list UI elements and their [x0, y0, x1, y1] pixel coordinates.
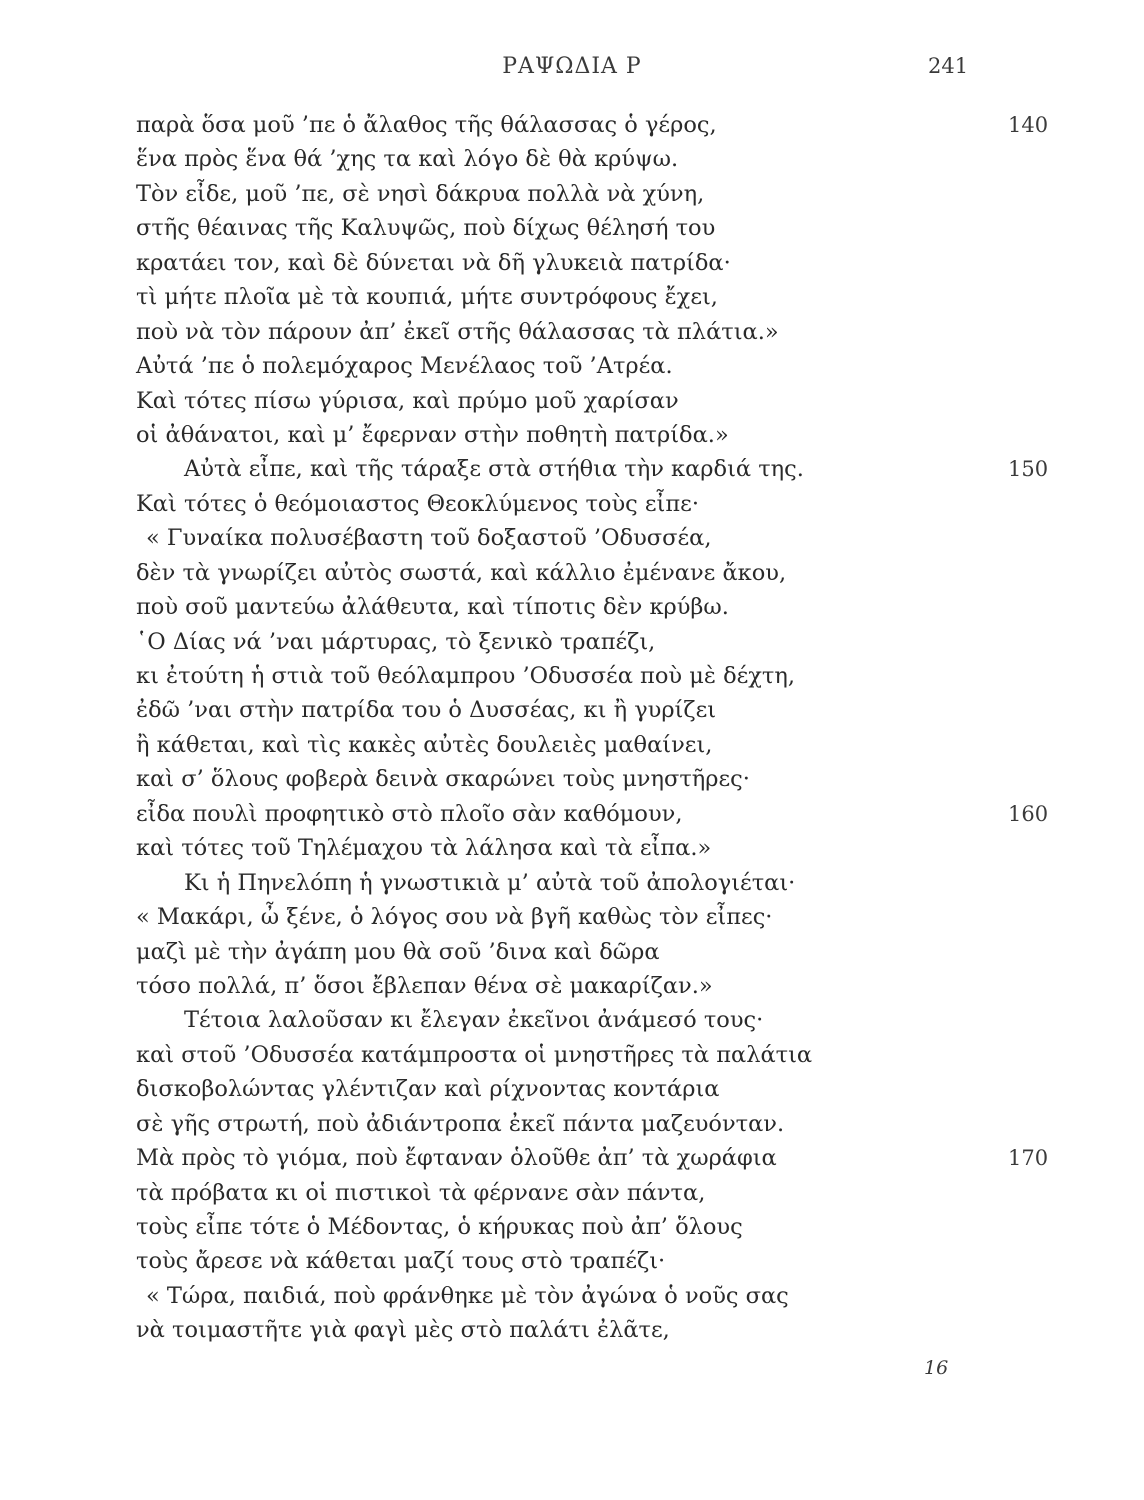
- line-number: 160: [1008, 801, 1049, 826]
- verse-line-text: Κι ἡ Πηνελόπη ἡ γνωστικιὰ μ’ αὐτὰ τοῦ ἀπολογιέται·: [184, 869, 796, 896]
- verse-line: [136, 1107, 996, 1141]
- verse-line: [136, 556, 996, 590]
- running-title: ΡΑΨΩΔΙΑ Ρ: [502, 54, 642, 79]
- line-number: 170: [1008, 1146, 1049, 1171]
- verse-line-text: καὶ σ’ ὅλους φοβερὰ δεινὰ σκαρώνει τοὺς μνηστῆρες·: [136, 766, 750, 793]
- verse-line: [136, 659, 996, 693]
- verse-line-text: Μὰ πρὸς τὸ γιόμα, ποὺ ἔφταναν ὁλοῦθε ἀπ’ τὰ χωράφια: [136, 1145, 777, 1172]
- verse-line: [136, 1313, 996, 1347]
- verse-line: [136, 487, 996, 521]
- verse-line-text: ποὺ νὰ τὸν πάρουν ἀπ’ ἐκεῖ στῆς θάλασσας τὰ πλάτια.»: [136, 318, 779, 345]
- verse-line: [136, 625, 996, 659]
- verse-line-text: τοὺς εἶπε τότε ὁ Μέδοντας, ὁ κήρυκας ποὺ ἀπ’ ὅλους: [136, 1214, 743, 1240]
- verse-line: [136, 797, 1049, 831]
- page-number: 241: [928, 54, 969, 78]
- verse-line: [136, 384, 996, 418]
- signature-mark: 16: [924, 1357, 949, 1379]
- verse-line-text: Τὸν εἶδε, μοῦ ’πε, σὲ νησὶ δάκρυα πολλὰ νὰ χύνη,: [136, 180, 705, 207]
- verse-line: [136, 1244, 996, 1278]
- verse-line: [136, 693, 996, 727]
- verse-line-text: ἕνα πρὸς ἕνα θά ’χης τα καὶ λόγο δὲ θὰ κρύψω.: [136, 146, 679, 173]
- verse-line: [136, 177, 996, 211]
- verse-line: [136, 246, 996, 280]
- verse-line-text: δὲν τὰ γνωρίζει αὐτὸς σωστά, καὶ κάλλιο ἐμένανε ἄκου,: [136, 559, 787, 586]
- verse-line-text: Αὐτά ’πε ὁ πολεμόχαρος Μενέλαος τοῦ ’Ατρέα.: [136, 353, 673, 380]
- verse-line: [136, 349, 996, 383]
- verse-line: [136, 1210, 996, 1244]
- verse-line: [136, 418, 996, 452]
- verse-line-text: οἱ ἀθάνατοι, καὶ μ’ ἔφερναν στὴν ποθητὴ πατρίδα.»: [136, 421, 729, 448]
- verse-line-text: ποὺ σοῦ μαντεύω ἀλάθευτα, καὶ τίποτις δὲν κρύβω.: [136, 594, 729, 621]
- verse-line-text: Καὶ τότες πίσω γύρισα, καὶ πρύμο μοῦ χαρίσαν: [136, 387, 679, 414]
- verse-line-text: Καὶ τότες ὁ θεόμοιαστος Θεοκλύμενος τοὺς εἶπε·: [136, 490, 699, 517]
- verse-line: [136, 452, 1049, 486]
- verse-line: [136, 866, 996, 900]
- verse-line: [136, 935, 996, 969]
- verse-line-text: κι ἐτούτη ἡ στιὰ τοῦ θεόλαμπρου ’Οδυσσέα ποὺ μὲ δέχτη,: [136, 663, 795, 689]
- verse-line: [136, 1279, 996, 1313]
- verse-line-text: τὶ μήτε πλοῖα μὲ τὰ κουπιά, μήτε συντρόφους ἔχει,: [136, 284, 718, 311]
- verse-line-text: « Γυναίκα πολυσέβαστη τοῦ δοξαστοῦ ’Οδυσσέα,: [146, 525, 712, 552]
- verse-line-text: τὰ πρόβατα κι οἱ πιστικοὶ τὰ φέρνανε σὰν πάντα,: [136, 1179, 706, 1206]
- verse-line: [136, 1038, 996, 1072]
- verse-line: [136, 900, 996, 934]
- verse-line-text: ἢ κάθεται, καὶ τὶς κακὲς αὐτὲς δουλειὲς μαθαίνει,: [136, 731, 713, 758]
- verse-line-text: τοὺς ἄρεσε νὰ κάθεται μαζί τους στὸ τραπέζι·: [136, 1248, 666, 1275]
- verse-line-text: στῆς θέαινας τῆς Καλυψῶς, ποὺ δίχως θέλησή του: [136, 215, 716, 242]
- verse-line-text: παρὰ ὅσα μοῦ ’πε ὁ ἄλαθος τῆς θάλασσας ὁ γέρος,: [136, 112, 717, 138]
- verse-line-text: Αὐτὰ εἶπε, καὶ τῆς τάραξε στὰ στήθια τὴν καρδιά της.: [184, 456, 804, 483]
- verse-line-text: δισκοβολώντας γλέντιζαν καὶ ρίχνοντας κοντάρια: [136, 1076, 720, 1103]
- line-number: 140: [1008, 113, 1049, 137]
- verse-line: [136, 315, 996, 349]
- verse-line-text: ῾Ο Δίας νά ’ναι μάρτυρας, τὸ ξενικὸ τραπέζι,: [136, 628, 656, 655]
- verse-line-text: « Τώρα, παιδιά, ποὺ φράνθηκε μὲ τὸν ἀγώνα ὁ νοῦς σας: [146, 1282, 789, 1309]
- verse-line: [136, 108, 1049, 142]
- verse-line: [136, 1176, 996, 1210]
- verse-line: [136, 728, 996, 762]
- verse-line-text: καὶ στοῦ ’Οδυσσέα κατάμπροστα οἱ μνηστῆρες τὰ παλάτια: [136, 1041, 813, 1068]
- verse-line: [136, 142, 996, 176]
- verse-line-text: μαζὶ μὲ τὴν ἀγάπη μου θὰ σοῦ ’δινα καὶ δῶρα: [136, 938, 660, 965]
- verse-line-text: Τέτοια λαλοῦσαν κι ἔλεγαν ἐκεῖνοι ἀνάμεσό τους·: [184, 1007, 764, 1034]
- verse-line: [136, 831, 996, 865]
- verse-line-text: ἐδῶ ’ναι στὴν πατρίδα του ὁ Δυσσέας, κι ἢ γυρίζει: [136, 697, 717, 724]
- verse-line-text: τόσο πολλά, π’ ὅσοι ἔβλεπαν θένα σὲ μακαρίζαν.»: [136, 972, 713, 999]
- verse-line-text: εἶδα πουλὶ προφητικὸ στὸ πλοῖο σὰν καθόμουν,: [136, 800, 683, 827]
- verse-line-text: κρατάει τον, καὶ δὲ δύνεται νὰ δῆ γλυκειὰ πατρίδα·: [136, 249, 731, 276]
- line-number: 150: [1008, 457, 1049, 482]
- verse-line-text: νὰ τοιμαστῆτε γιὰ φαγὶ μὲς στὸ παλάτι ἐλᾶτε,: [136, 1317, 670, 1344]
- verse-line: [136, 1141, 1049, 1175]
- verse-line: [136, 590, 996, 624]
- verse-line: [136, 211, 996, 245]
- verse-line: [136, 762, 996, 796]
- verse-line-text: « Μακάρι, ὦ ξένε, ὁ λόγος σου νὰ βγῆ καθὼς τὸν εἶπες·: [136, 904, 773, 931]
- verse-line: [136, 969, 996, 1003]
- verse-line: [136, 521, 996, 555]
- verse-line-text: σὲ γῆς στρωτή, ποὺ ἀδιάντροπα ἐκεῖ πάντα μαζευόνταν.: [136, 1110, 785, 1137]
- verse-line-text: καὶ τότες τοῦ Τηλέμαχου τὰ λάλησα καὶ τὰ εἶπα.»: [136, 835, 712, 862]
- verse-block: [136, 108, 1049, 1348]
- verse-line: [136, 1072, 996, 1106]
- verse-line: [136, 280, 996, 314]
- verse-line: [136, 1003, 996, 1037]
